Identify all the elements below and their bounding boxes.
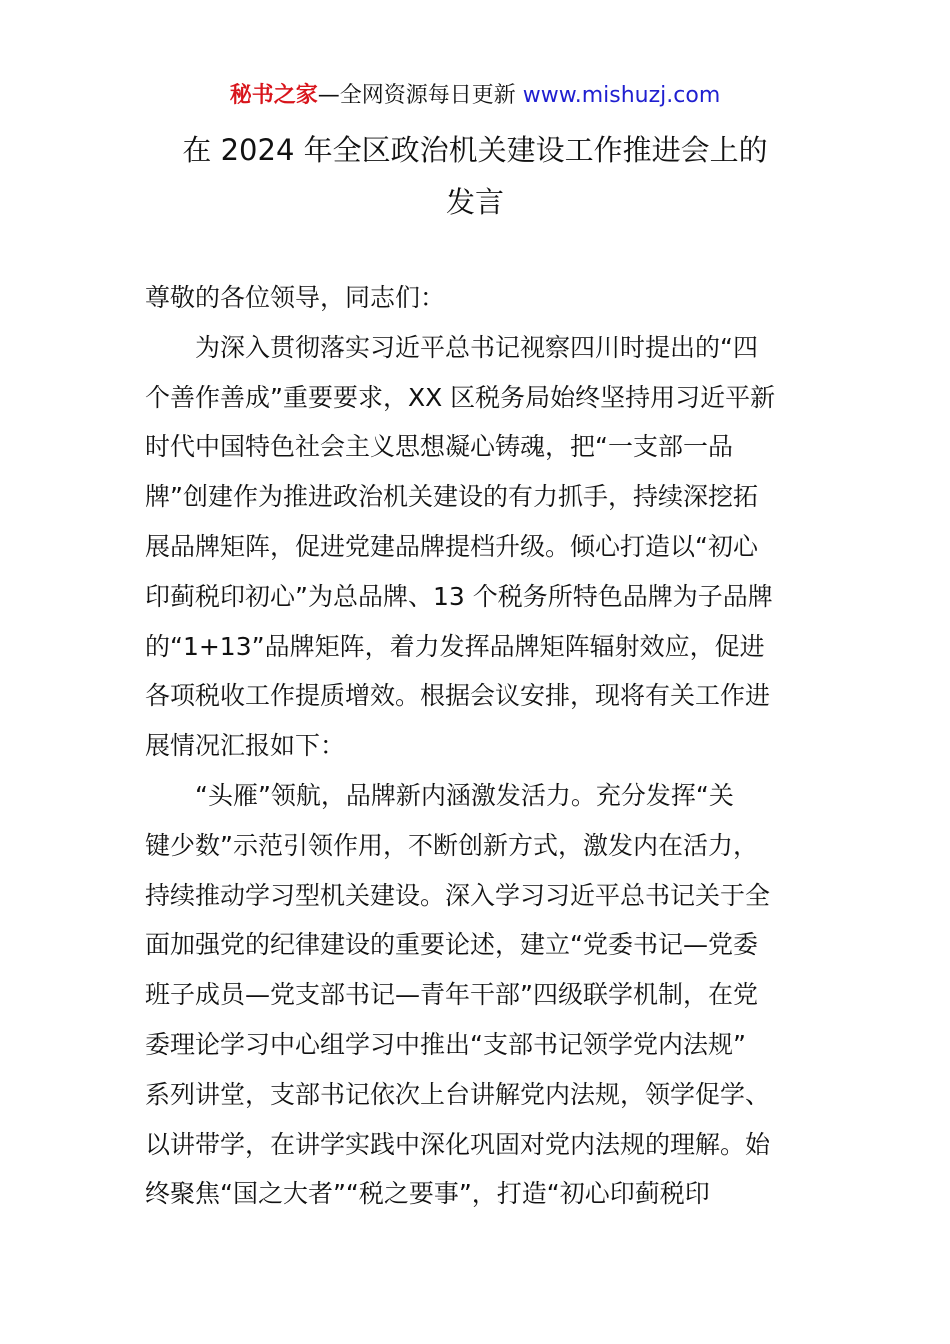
- paragraph-line: 终聚焦“国之大者”“税之要事”，打造“初心印蓟税印: [145, 1179, 710, 1209]
- title-line: 在 2024 年全区政治机关建设工作推进会上的: [182, 133, 768, 167]
- paragraph-line: 委理论学习中心组学习中推出“支部书记领学党内法规”: [145, 1029, 746, 1059]
- title-line: 发言: [445, 185, 504, 219]
- header-tagline: —全网资源每日更新: [317, 83, 523, 108]
- paragraph-line: 以讲带学，在讲学实践中深化巩固对党内法规的理解。始: [145, 1129, 771, 1159]
- paragraph-line: 印蓟税印初心”为总品牌、13 个税务所特色品牌为子品牌: [145, 581, 773, 611]
- paragraph-line: 时代中国特色社会主义思想凝心铸魂，把“一支部一品: [145, 432, 733, 462]
- paragraph-line: 持续推动学习型机关建设。深入学习习近平总书记关于全: [145, 880, 771, 910]
- paragraph-line: 面加强党的纪律建设的重要论述，建立“党委书记—党委: [145, 930, 758, 960]
- paragraph-line: 展品牌矩阵，促进党建品牌提档升级。倾心打造以“初心: [145, 531, 758, 561]
- paragraph-line: 的“1+13”品牌矩阵，着力发挥品牌矩阵辐射效应，促进: [145, 631, 765, 661]
- paragraph-line: 系列讲堂，支部书记依次上台讲解党内法规，领学促学、: [145, 1079, 771, 1109]
- document-title: [140, 124, 810, 228]
- site-url-link[interactable]: www.mishuzj.com: [522, 83, 721, 108]
- site-header: [0, 80, 950, 112]
- paragraph-line: “头雁”领航，品牌新内涵激发活力。充分发挥“关: [195, 780, 734, 810]
- paragraph-line: 个善作善成”重要要求，XX 区税务局始终坚持用习近平新: [145, 382, 776, 412]
- salutation: 尊敬的各位领导，同志们：: [145, 283, 446, 312]
- paragraph-line: 展情况汇报如下：: [145, 731, 346, 761]
- paragraph-line: 牌”创建作为推进政治机关建设的有力抓手，持续深挖拓: [145, 482, 758, 512]
- document-body: [145, 273, 810, 1219]
- paragraph-line: 各项税收工作提质增效。根据会议安排，现将有关工作进: [145, 681, 771, 711]
- paragraph-line: 键少数”示范引领作用，不断创新方式，激发内在活力，: [145, 830, 758, 860]
- paragraph-line: 为深入贯彻落实习近平总书记视察四川时提出的“四: [195, 332, 758, 362]
- paragraph-line: 班子成员—党支部书记—青年干部”四级联学机制，在党: [145, 980, 758, 1010]
- brand-name: 秘书之家: [229, 83, 318, 108]
